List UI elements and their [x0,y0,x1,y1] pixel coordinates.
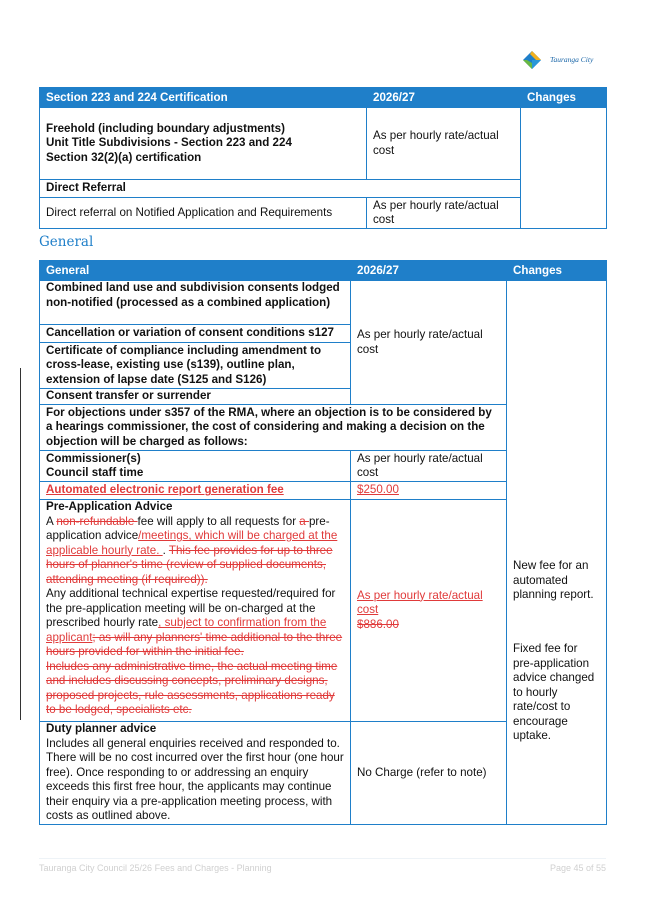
automated-report-fee-label: Automated electronic report generation fee [40,482,351,500]
combined-consents: Combined land use and subdivision consents lodged non-notified (processed as a combined application) [40,281,351,325]
footer-left: Tauranga City Council 25/26 Fees and Charges - Planning [39,863,272,873]
footer-divider [39,858,606,859]
tauranga-city-logo [519,46,609,74]
consent-transfer: Consent transfer or surrender [40,389,351,405]
freehold-fee: As per hourly rate/actual cost [367,108,521,180]
pre-application-fee-new: As per hourly rate/actual cost [357,588,483,617]
pre-application-para-3: Includes any administrative time, the actual meeting time and includes discussing concepts, preliminary designs, proposed projects, rule assessments, applications ready to be lodged, specialists etc. [46,659,338,716]
pre-application-cell [40,500,351,722]
commissioner-line: Commissioner(s) [46,451,141,465]
changes-note-automated: New fee for an automated planning report. [513,559,594,601]
commissioner-cell [40,451,351,482]
pre-application-para-1: A non-refundable fee will apply to all requests for a pre-application advice/meetings, which will be charged at the applicable hourly rate. . This fee provides for up to three hours of planner's time (review of supplied documents, attending meeting (if required)). [46,514,338,586]
objections-note: For objections under s357 of the RMA, where an objection is to be considered by a hearings commissioner, the cost of considering and making a decision on the objection will be charged as follows: [40,405,507,451]
direct-referral-fee: As per hourly rate/actual cost [367,198,521,229]
freehold-cell [40,108,367,180]
duty-planner-text: Includes all general enquiries received and responded to. There will be no cost incurred over the first hour (one hour free). Once responding to or addressing an enquiry exceeds this first free hour, the applicants may continue their enquiry via a pre-application meeting process, with costs as outlined above. [46,736,344,822]
direct-referral-heading: Direct Referral [40,180,521,198]
header-year: 2026/27 [367,88,521,108]
pre-application-fee-old: $886.00 [357,617,399,631]
duty-planner-fee: No Charge (refer to note) [351,722,507,825]
freehold-line: Freehold (including boundary adjustments) [46,121,285,135]
staff-time-line: Council staff time [46,466,144,479]
commissioner-fee: As per hourly rate/actual cost [351,451,507,482]
pre-application-para-2: Any additional technical expertise requested/required for the pre-application meeting will be on-charged at the prescribed hourly rate, subject to confirmation from the applicant; as will any planners' time additional to the three hours provided for within the initial fee. [46,587,343,658]
pre-application-fee [351,500,507,722]
revision-margin-bar [20,368,21,720]
footer-page-number: Page 45 of 55 [549,863,606,873]
changes-note-pre-application: Fixed fee for pre-application advice changed to hourly rate/cost to encourage uptake. [513,642,595,742]
certification-table [39,87,607,229]
group-fee: As per hourly rate/actual cost [351,281,507,405]
section-title-general: General [39,234,94,250]
tauranga-city-logo-icon [519,46,549,74]
duty-planner-cell [40,722,351,825]
certificate-compliance: Certificate of compliance including amendment to cross-lease, existing use (s139), outline plan, extension of lapse date (S125 and S126) [40,343,351,389]
cancellation-consent: Cancellation or variation of consent conditions s127 [40,325,351,343]
logo-text: Tauranga City [550,55,594,64]
header-changes-2: Changes [507,261,607,281]
direct-referral-desc: Direct referral on Notified Application and Requirements [40,198,367,229]
header-year-2: 2026/27 [351,261,507,281]
changes-empty-1 [521,108,607,229]
header-changes: Changes [521,88,607,108]
automated-report-fee: $250.00 [351,482,507,500]
unit-title-line: Unit Title Subdivisions - Section 223 and 224 [46,136,292,150]
pre-application-title: Pre-Application Advice [46,500,173,513]
section32-line: Section 32(2)(a) certification [46,150,202,164]
header-general: General [40,261,351,281]
duty-planner-title: Duty planner advice [46,722,157,735]
header-section: Section 223 and 224 Certification [40,88,367,108]
